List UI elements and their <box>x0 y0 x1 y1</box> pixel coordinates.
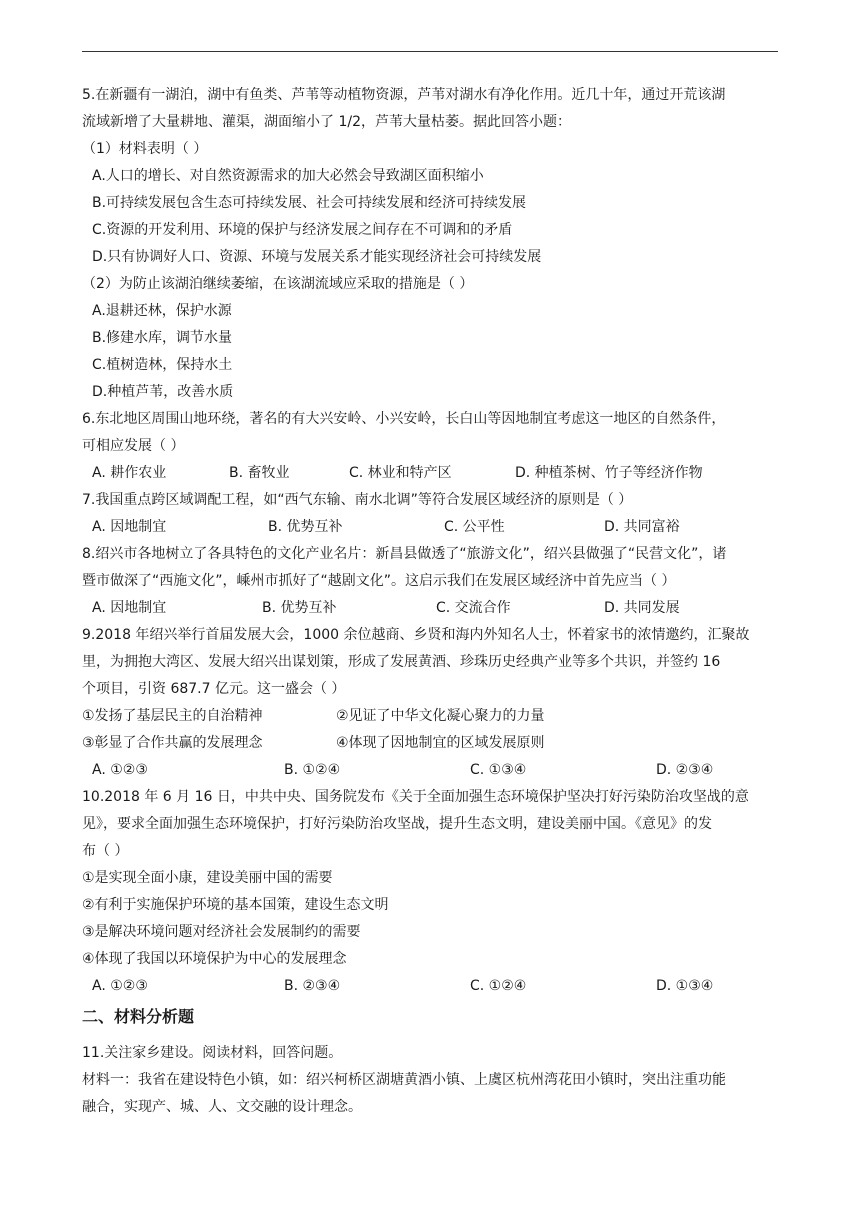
q10-stem-line-2: 见》，要求全面加强生态环境保护，打好污染防治攻坚战，提升生态文明，建设美丽中国。《意见》的发 <box>82 816 712 832</box>
q9-stem-line-2: 里，为拥抱大湾区、发展大绍兴出谋划策，形成了发展黄酒、珍珠历史经典产业等多个共识，并签约 16 <box>82 654 721 670</box>
q9-option-c: C. ①③④ <box>470 762 527 778</box>
header-rule <box>82 51 778 52</box>
q10-item-3: ③是解决环境问题对经济社会发展制约的需要 <box>82 924 361 940</box>
q8-stem-line-2: 暨市做深了“西施文化”，嵊州市抓好了“越剧文化”。这启示我们在发展区域经济中首先应当（ ） <box>82 573 676 589</box>
q9-item-4: ④体现了因地制宜的区域发展原则 <box>336 735 545 751</box>
q5-sub2-option-d: D.种植芦苇，改善水质 <box>92 384 234 400</box>
document-body <box>82 82 778 1121</box>
q5-sub1-option-b: B.可持续发展包含生态可持续发展、社会可持续发展和经济可持续发展 <box>92 195 527 211</box>
q10-option-a: A. ①②③ <box>92 978 148 994</box>
q5-sub2-option-c: C.植树造林，保持水土 <box>92 357 233 373</box>
q9-stem-line-1: 9.2018 年绍兴举行首届发展大会，1000 余位越商、乡贤和海内外知名人士，怀着家书的浓情邀约，汇聚故 <box>82 627 750 643</box>
section-heading: 二、材料分析题 <box>82 1007 195 1026</box>
q9-option-b: B. ①②④ <box>284 762 341 778</box>
q7-stem-line-1: 7.我国重点跨区域调配工程，如“西气东输、南水北调”等符合发展区域经济的原则是（ ） <box>82 492 633 508</box>
q5-stem-line-1: 5.在新疆有一湖泊，湖中有鱼类、芦苇等动植物资源，芦苇对湖水有净化作用。近几十年，通过开荒该湖 <box>82 87 726 103</box>
q10-stem-line-1: 10.2018 年 6 月 16 日，中共中央、国务院发布《关于全面加强生态环境保护坚决打好污染防治攻坚战的意 <box>82 789 749 805</box>
q8-option-c: C. 交流合作 <box>436 600 511 616</box>
q11-material-line-1: 材料一：我省在建设特色小镇，如：绍兴柯桥区湖塘黄酒小镇、上虞区杭州湾花田小镇时，突出注重功能 <box>82 1072 726 1088</box>
q9-stem-line-3: 个项目，引资 687.7 亿元。这一盛会（ ） <box>82 681 346 697</box>
q5-sub2: （2）为防止该湖泊继续萎缩，在该湖流域应采取的措施是（ ） <box>82 276 474 292</box>
q10-item-1: ①是实现全面小康，建设美丽中国的需要 <box>82 870 333 886</box>
q5-sub1-option-a: A.人口的增长、对自然资源需求的加大必然会导致湖区面积缩小 <box>92 168 484 184</box>
q9-item-1: ①发扬了基层民主的自治精神 <box>82 708 263 724</box>
q5-sub2-option-a: A.退耕还林，保护水源 <box>92 303 232 319</box>
q5-stem-line-2: 流域新增了大量耕地、灌渠，湖面缩小了 1/2，芦苇大量枯萎。据此回答小题： <box>82 114 571 130</box>
q10-option-d: D. ①③④ <box>656 978 714 994</box>
q7-option-c: C. 公平性 <box>444 519 505 535</box>
q8-option-a: A. 因地制宜 <box>92 600 167 616</box>
q6-option-a: A. 耕作农业 <box>92 465 167 481</box>
q5-sub1-option-d: D.只有协调好人口、资源、环境与发展关系才能实现经济社会可持续发展 <box>92 249 542 265</box>
q8-stem-line-1: 8.绍兴市各地树立了各具特色的文化产业名片：新昌县做透了“旅游文化”，绍兴县做强了“民营文化”，诸 <box>82 546 727 562</box>
q9-option-d: D. ②③④ <box>656 762 714 778</box>
q6-stem-line-2: 可相应发展（ ） <box>82 438 185 454</box>
q6-option-c: C. 林业和特产区 <box>349 465 452 481</box>
q7-options <box>82 514 778 541</box>
q6-option-b: B. 畜牧业 <box>229 465 290 481</box>
q7-option-d: D. 共同富裕 <box>604 519 680 535</box>
q10-item-2: ②有利于实施保护环境的基本国策，建设生态文明 <box>82 897 389 913</box>
q5-sub1: （1）材料表明（ ） <box>82 141 208 157</box>
q5-sub1-option-c: C.资源的开发利用、环境的保护与经济发展之间存在不可调和的矛盾 <box>92 222 513 238</box>
q7-option-b: B. 优势互补 <box>268 519 343 535</box>
q5-sub2-option-b: B.修建水库，调节水量 <box>92 330 233 346</box>
q10-option-c: C. ①②④ <box>470 978 527 994</box>
q11-stem: 11.关注家乡建设。阅读材料，回答问题。 <box>82 1045 343 1061</box>
q9-item-2: ②见证了中华文化凝心聚力的力量 <box>336 708 545 724</box>
q8-option-b: B. 优势互补 <box>262 600 337 616</box>
q6-stem-line-1: 6.东北地区周围山地环绕，著名的有大兴安岭、小兴安岭，长白山等因地制宜考虑这一地区的自然条件， <box>82 411 726 427</box>
q11-material-line-2: 融合，实现产、城、人、文交融的设计理念。 <box>82 1099 362 1115</box>
q9-item-3: ③彰显了合作共赢的发展理念 <box>82 735 263 751</box>
q9-items-row-1 <box>82 703 778 730</box>
q9-items-row-2 <box>82 730 778 757</box>
q7-option-a: A. 因地制宜 <box>92 519 167 535</box>
q10-stem-line-3: 布（ ） <box>82 843 129 859</box>
q8-options <box>82 595 778 622</box>
q10-options <box>82 973 778 1000</box>
q8-option-d: D. 共同发展 <box>604 600 680 616</box>
q10-item-4: ④体现了我国以环境保护为中心的发展理念 <box>82 951 347 967</box>
q10-option-b: B. ②③④ <box>284 978 341 994</box>
q6-options <box>82 460 778 487</box>
q6-option-d: D. 种植茶树、竹子等经济作物 <box>515 465 703 481</box>
q9-options <box>82 757 778 784</box>
q9-option-a: A. ①②③ <box>92 762 148 778</box>
